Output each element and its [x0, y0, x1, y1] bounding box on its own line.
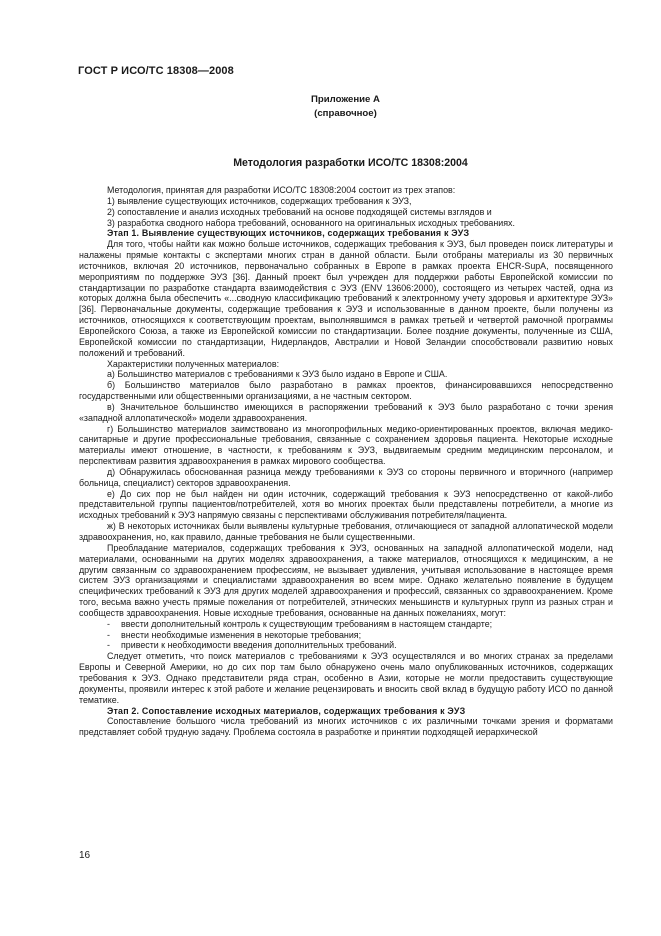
annex-heading [0, 93, 661, 121]
paragraph: Методология, принятая для разработки ИСО/ТС 18308:2004 состоит из трех этапов: [107, 185, 456, 195]
list-item-text: привести к необходимости введения дополнительных требований. [121, 640, 397, 651]
paragraph: а) Большинство материалов с требованиями к ЭУЗ было издано в Европе и США. [107, 369, 448, 380]
list-item [79, 630, 613, 641]
paragraph: 3) разработка сводного набора требований, основанного на оригинальных исходных требованиях. [107, 217, 515, 228]
list-dash: - [107, 640, 110, 651]
paragraph: е) До сих пор не был найден ни один источник, содержащий требования к ЭУЗ непосредственно от какой-либо представительной группы пациентов/потребителей, хотя во многих проектах были представлены потребители, а многие из исходных требований к ЭУЗ напрямую связаны с перспективами обслуживания потребителя/пациента. [79, 488, 613, 521]
document-header: ГОСТ Р ИСО/ТС 18308—2008 [78, 65, 234, 77]
annex-note: (справочное) [314, 108, 377, 119]
paragraph: 2) сопоставление и анализ исходных требований на основе подходящей системы взглядов и [107, 206, 492, 217]
stage-heading: Этап 1. Выявление существующих источников, содержащих требования к ЭУЗ [107, 228, 470, 239]
paragraph: 1) выявление существующих источников, содержащих требования к ЭУЗ, [107, 195, 412, 206]
paragraph: Преобладание материалов, содержащих требования к ЭУЗ, основанных на западной аллопатической модели, над материалами, основанными на других моделях здравоохранения, а также материалов, относящихся к медицинским, а не другим связанным со здравоохранением профессиям, не вызывает удивления, учитывая использование в настоящее время систем ЭУЗ организациями и специалистами здравоохранения во всем мире. Однако желательно появление в будущем специфических требований к ЭУЗ для других моделей здравоохранения и профессий, связанных со здравоохранением. Кроме того, весьма важно учесть прямые пожелания от потребителей, этнических меньшинств и культурных групп из разных стран и сообществ здравоохранения. Новые исходные требования, основанные на данных пожеланиях, могут: [79, 542, 613, 618]
paragraph: б) Большинство материалов было разработано в рамках проектов, финансировавшихся непосредственно государственными или общественными организациями, а не частным сектором. [79, 380, 613, 402]
paragraph: ж) В некоторых источниках были выявлены культурные требования, отличающиеся от западной аллопатической модели здравоохранения, но, как правило, данные требования не были существенными. [79, 521, 613, 542]
document-body [79, 185, 613, 738]
list-item-text: ввести дополнительный контроль к существующим требованиям в настоящем стандарте; [121, 618, 493, 629]
page-number: 16 [79, 850, 91, 861]
paragraph: Сопоставление большого числа требований из многих источников с их различными точками зрения и форматами представляет собой трудную задачу. Проблема состояла в разработке и принятии подходящей иерархической [79, 716, 613, 738]
list-dash: - [107, 629, 110, 640]
list-item [79, 640, 613, 651]
list-dash: - [107, 618, 110, 629]
list-item-text: внести необходимые изменения в некоторые требования; [121, 629, 362, 640]
paragraph: д) Обнаружилась обоснованная разница между требованиями к ЭУЗ со стороны первичного и вторичного (например больница, специалист) секторов здравоохранения. [79, 466, 613, 488]
paragraph: Для того, чтобы найти как можно больше источников, содержащих требования к ЭУЗ, был проведен поиск литературы и налажены прямые контакты с экспертами многих стран в данной области. Были отобраны материалы из 30 первичных источников, включая 20 источников, первоначально собранных в Европе в рамках проекта EHCR-SupA, посвященного мероприятиям по поддержке ЭУЗ [36]. Данный проект был учрежден для поддержки работы Европейской комиссии по стандартизации по разработке стандарта взаимодействия с ЭУЗ (ENV 13606:2000), состоящего из четырех частей, одна из которых должна была обеспечить «...сводную классификацию требований к электронному учету здоровья и архитектуре ЭУЗ» [36]. Первоначальные документы, содержащие требования к ЭУЗ и использованные в данном проекте, были получены из источников, относящихся к соответствующим проектам, выполнявшимся в рамках третьей и четвертой рамочной программы Европейского Союза, а также из Европейской комиссии по стандартизации. Более поздние документы, полученные из США, Европейской комиссии по стандартизации, Нидерландов, Австралии и Новой Зеландии способствовали развитию новых положений и требований. [79, 239, 613, 358]
paragraph: г) Большинство материалов заимствовано из многопрофильных медико-ориентированных проектов, включая медико-санитарные и другие профессиональные требования, связанные с сохранением здоровья пациента. Некоторые исходные материалы имеют отношение, в частности, к требованиям к ЭУЗ, выдвигаемым средним медицинским персоналом, и перспективам развития здравоохранения в рамках мирового сообщества. [79, 423, 613, 467]
paragraph: Характеристики полученных материалов: [107, 358, 280, 369]
stage-heading: Этап 2. Сопоставление исходных материалов, содержащих требования к ЭУЗ [107, 705, 466, 716]
paragraph: Следует отметить, что поиск материалов с требованиями к ЭУЗ осуществлялся и во многих странах за пределами Европы и Северной Америки, но до сих пор там было обнаружено очень мало опубликованных источников, содержащих требования к ЭУЗ. Однако представители ряда стран, особенно в Азии, которые не могли предоставить существующие документы, проявили интерес к этой работе и желание рецензировать и вносить свой вклад в будущую работу ИСО по данной тематике. [79, 651, 613, 705]
paragraph: в) Значительное большинство имеющихся в распоряжении требований к ЭУЗ было разработано с точки зрения «западной аллопатической» модели здравоохранения. [79, 401, 613, 423]
list-item [79, 619, 613, 630]
annex-title: Приложение А [311, 94, 380, 105]
section-title: Методология разработки ИСО/ТС 18308:2004 [233, 157, 468, 169]
